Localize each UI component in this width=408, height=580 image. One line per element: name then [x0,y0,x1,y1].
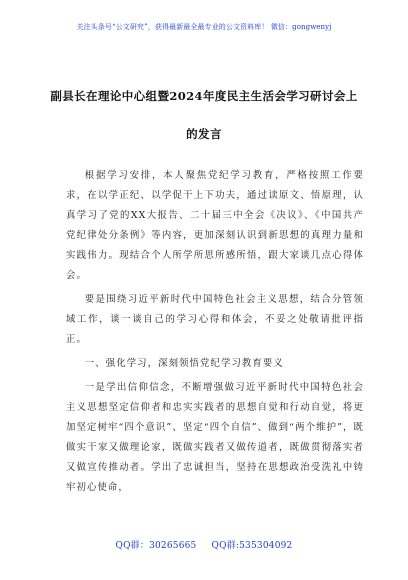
title-line-1: 副县长在理论中心组暨2024年度民主生活会学习研讨会上 [50,89,358,103]
title-line-2: 的发言 [186,127,222,141]
document-body [66,166,364,502]
paragraph-section-1: 一是学出信仰信念，不断增强做习近平新时代中国特色社会主义思想坚定信仰者和忠实实践者的思想自觉和行动自觉，将更加坚定树牢“四个意识”、坚定“四个自信”、做到“两个维护”，既做实干家又做理论家，既做实践者又做传道者，既做贯彻落实者又做宣传推动者。学出了忠诚担当，坚持在思想政治受洗礼中铸牢初心使命， [66,382,364,493]
document-title [40,88,368,142]
section-heading-1: 一、强化学习，深刻领悟党纪学习教育要义 [84,358,284,369]
paragraph-purpose: 要是围绕习近平新时代中国特色社会主义思想，结合分管领域工作，谈一谈自己的学习心得和体会，不妥之处敬请批评指正。 [66,294,364,345]
footer-qq-groups [0,538,408,551]
header-promo-note: 关注头条号“公文研究”，获得最新最全最专业的公文资料库！ 微信：gongwenyj [76,23,332,31]
footer-qq-group-2: QQ群:535304092 [211,541,293,551]
paragraph-intro: 根据学习安排，本人聚焦党纪学习教育，严格按照工作要求，在以学正纪、以学促干上下功夫，通过读原文、悟原理，认真学习了党的XX大报告、二十届三中全会《决议》、《中国共产党纪律处分条例》等内容，更加深刻认识到新思想的真理力量和实践伟力。现结合个人所学所思所感所悟，跟大家谈几点心得体会。 [66,170,364,281]
footer-qq-group-1: QQ群：30265665 [115,541,197,551]
